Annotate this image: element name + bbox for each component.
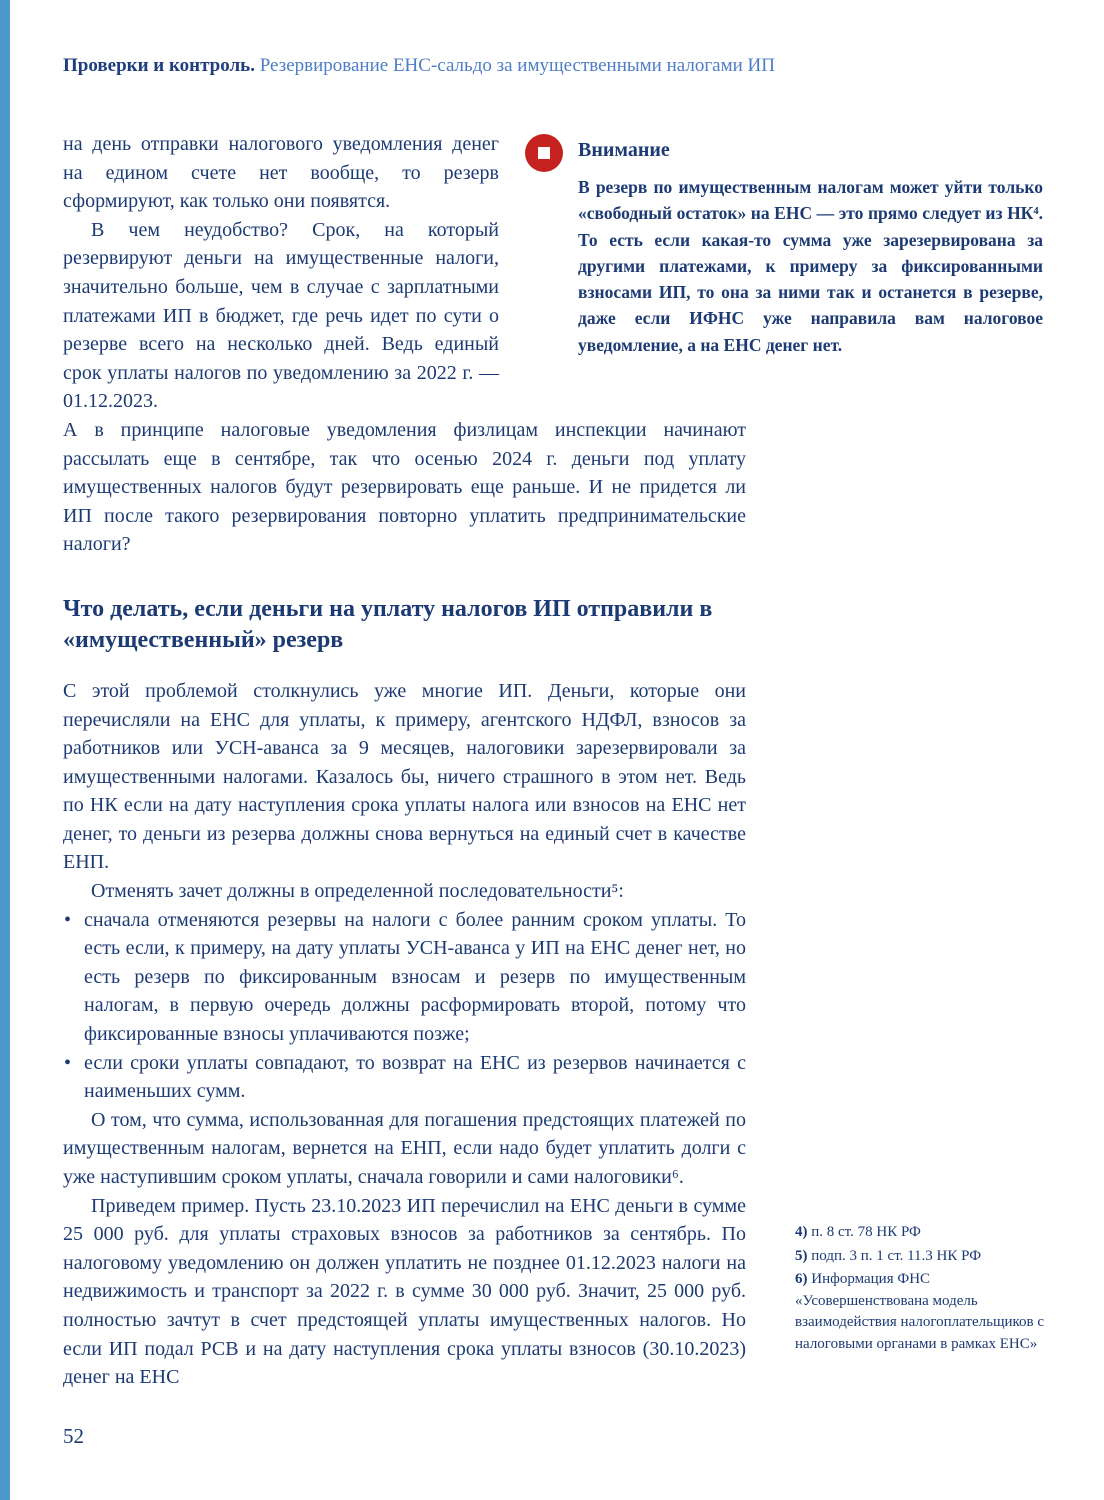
attention-content: [578, 138, 1043, 358]
footnote-number: 4): [795, 1224, 808, 1240]
paragraph: О том, что сумма, использованная для погашения предстоящих платежей по имущественным налогам, вернется на ЕНП, если надо будет уплатить долги с уже наступившим сроком уплаты, сначала говорили и сами налоговики⁶.: [63, 1108, 746, 1188]
bullet-item: [63, 906, 746, 1049]
paragraph: Отменять зачет должны в определенной последовательности⁵:: [91, 880, 624, 903]
page-edge-bar: [0, 0, 10, 1500]
paragraph: В чем неудобство? Срок, на который резервируют деньги на имущественные налоги, значительно больше, чем в случае с зарплатными платежами ИП в бюджет, где речь идет по сути о резерве всего на несколько дней. Ведь единый срок уплаты налогов по уведомлению за 2022 г. — 01.12.2023.: [63, 218, 499, 413]
paragraph: С этой проблемой столкнулись уже многие ИП. Деньги, которые они перечисляли на ЕНС для уплаты, к примеру, агентского НДФЛ, взносов за работников или УСН-аванса за 9 месяцев, налоговики зарезервировали за имущественными налогами. Казалось бы, ничего страшного в этом нет. Ведь по НК если на дату наступления срока уплаты налога или взносов на ЕНС нет денег, то деньги из резерва должны снова вернуться на единый счет в качестве ЕНП.: [63, 679, 746, 874]
footnote-number: 5): [795, 1247, 808, 1264]
page-number: 52: [63, 1424, 84, 1448]
attention-title: Внимание: [578, 139, 670, 161]
attention-text: В резерв по имущественным налогам может уйти только «свободный остаток» на ЕНС — это прямо следует из НК⁴. То есть если какая-то сумма уже зарезервирована за другими платежами, к примеру за фиксированными взносами ИП, то она за ними так и останется в резерве, даже если ИФНС уже направила вам налоговое уведомление, а на ЕНС денег нет.: [578, 177, 1043, 355]
footnote-text: Информация ФНС «Усовершенствована модель взаимодействия налогоплательщиков с налоговыми органами в рамках ЕНС»: [795, 1271, 1045, 1352]
footnote: [795, 1246, 1050, 1268]
page-header: [63, 54, 775, 78]
bullet-marker: •: [64, 908, 72, 931]
footnotes: [795, 1222, 1050, 1357]
attention-icon: [525, 134, 563, 172]
paragraph: А в принципе налоговые уведомления физлицам инспекции начинают рассылать еще в сентябре, так что осенью 2024 г. деньги под уплату имущественных налогов будут резервировать еще раньше. И не придется ли ИП после такого резервирования повторно уплатить предпринимательские налоги?: [63, 418, 746, 556]
attention-box: [525, 132, 1043, 358]
footnote: [795, 1222, 1050, 1244]
paragraph: на день отправки налогового уведомления денег на едином счете нет вообще, то резерв сформируют, как только они появятся.: [63, 133, 499, 213]
bullet-item: [63, 1049, 746, 1106]
bullet-text: если сроки уплаты совпадают, то возврат на ЕНС из резервов начинается с наименьших сумм.: [84, 1051, 746, 1103]
bullet-list: [63, 906, 746, 1106]
intro-column: [63, 130, 499, 416]
intro-section: [63, 130, 1043, 416]
bullet-marker: •: [64, 1051, 72, 1074]
rubric-subtitle: Резервирование ЕНС-сальдо за имущественными налогами ИП: [259, 55, 775, 76]
footnote: [795, 1269, 1050, 1355]
rubric-title: Проверки и контроль.: [63, 55, 255, 76]
section-heading: Что делать, если деньги на уплату налогов ИП отправили в «имущественный» резерв: [63, 595, 713, 653]
footnote-text: подп. 3 п. 1 ст. 11.3 НК РФ: [811, 1247, 982, 1264]
footnote-number: 6): [795, 1271, 808, 1287]
paragraph: Приведем пример. Пусть 23.10.2023 ИП перечислил на ЕНС деньги в сумме 25 000 руб. для уплаты страховых взносов за работников за сентябрь. По налоговому уведомлению он должен уплатить не позднее 01.12.2023 налоги на недвижимость и транспорт за 2022 г. в сумме 30 000 руб. Значит, 25 000 руб. полностью зачтут в счет предстоящей уплаты имущественных налогов. Но если ИП подал РСВ и на дату наступления срока уплаты взносов (30.10.2023) денег на ЕНС: [63, 1194, 746, 1389]
attention-icon-square: [538, 147, 550, 159]
article-body: [63, 130, 1043, 1392]
footnote-text: п. 8 ст. 78 НК РФ: [811, 1224, 921, 1240]
bullet-text: сначала отменяются резервы на налоги с более ранним сроком уплаты. То есть если, к примеру, на дату уплаты УСН-аванса у ИП на ЕНС денег нет, но есть резерв по фиксированным взносам и резерв по имущественным налогам, в первую очередь должны расформировать второй, потому что фиксированные взносы уплачиваются позже;: [84, 908, 746, 1046]
